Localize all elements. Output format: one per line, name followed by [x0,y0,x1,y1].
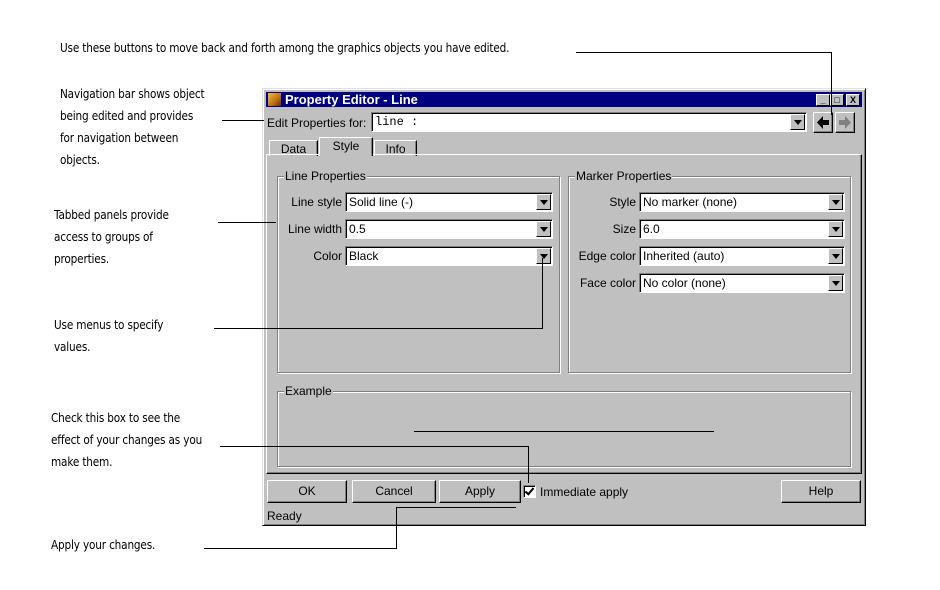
close-button[interactable]: X [846,94,860,106]
immediate-apply-label: Immediate apply [540,485,629,499]
chevron-down-icon[interactable] [536,221,551,237]
object-selector-value: line : [375,115,419,129]
callout-line: Navigation bar shows object [60,86,205,101]
select-value: 0.5 [349,222,366,236]
callout-line: values. [54,339,91,354]
immediate-apply-checkbox[interactable] [523,485,536,498]
chevron-down-icon[interactable] [790,114,805,130]
marker-size-select[interactable] [639,219,845,239]
forward-button[interactable] [835,112,855,133]
callout-menus [54,314,163,358]
select-value: Inherited (auto) [643,249,725,263]
status-text: Ready [267,509,302,523]
line-style-label: Line style [291,195,342,209]
chevron-down-icon[interactable] [828,275,843,291]
callout-line: objects. [60,152,100,167]
leader-line [831,52,832,115]
object-selector[interactable] [371,112,807,132]
face-color-label: Face color [579,276,636,290]
leader-line [528,446,529,483]
line-width-select[interactable] [345,219,553,239]
tab-info[interactable]: Info [374,140,417,156]
group-title: Example [285,384,332,398]
callout-nav-buttons: Use these buttons to move back and forth among the graphics objects you have edited. [60,40,510,55]
cancel-button[interactable]: Cancel [352,480,436,503]
tab-style[interactable]: Style [319,137,373,156]
marker-style-label: Style [609,195,636,209]
help-button[interactable]: Help [781,480,861,503]
line-properties-group [277,169,560,373]
callout-immediate-apply [51,407,202,473]
window-title: Property Editor - Line [285,92,418,107]
minimize-button[interactable]: _ [816,94,830,106]
edit-properties-label: Edit Properties for: [267,116,367,130]
callout-line: Check this box to see the [51,410,181,425]
group-title: Marker Properties [576,169,672,183]
arrow-right-icon [836,113,854,132]
apply-button[interactable]: Apply [439,480,521,503]
select-value: No marker (none) [643,195,738,209]
chevron-down-icon[interactable] [828,221,843,237]
callout-tabbed-panels [54,204,169,270]
marker-size-label: Size [612,222,636,236]
select-value: Black [349,249,379,263]
chevron-down-icon[interactable] [828,194,843,210]
edge-color-label: Edge color [578,249,636,263]
arrow-left-icon [814,113,832,132]
marker-properties-group [568,169,851,373]
example-line-preview [414,431,714,432]
title-bar[interactable] [266,92,862,107]
maximize-button[interactable]: □ [830,94,844,106]
face-color-select[interactable] [639,273,845,293]
callout-line: Tabbed panels provide [54,207,169,222]
leader-line [222,120,264,121]
leader-line [204,548,396,549]
callout-navigation-bar [60,83,204,171]
line-width-label: Line width [287,222,342,236]
chevron-down-icon[interactable] [536,248,551,264]
callout-line: Use menus to specify [54,317,164,332]
ok-button[interactable]: OK [267,480,347,503]
chevron-down-icon[interactable] [828,248,843,264]
callout-line: make them. [51,454,113,469]
matlab-app-icon [268,93,281,106]
leader-line [220,446,528,447]
group-title: Line Properties [285,169,366,183]
line-style-select[interactable] [345,192,553,212]
leader-line [218,222,276,223]
callout-line: for navigation between [60,130,179,145]
callout-line: access to groups of [54,229,153,244]
callout-line: effect of your changes as you [51,432,203,447]
back-button[interactable] [813,112,833,133]
select-value: 6.0 [643,222,660,236]
leader-line [576,52,832,53]
color-label: Color [313,249,342,263]
tab-data[interactable]: Data [269,140,318,156]
style-panel [266,154,862,474]
leader-line [396,507,516,508]
edge-color-select[interactable] [639,246,845,266]
chevron-down-icon[interactable] [536,194,551,210]
leader-line [542,258,543,329]
callout-apply: Apply your changes. [51,537,156,552]
leader-line [214,328,542,329]
callout-line: being edited and provides [60,108,194,123]
select-value: Solid line (-) [349,195,414,209]
marker-style-select[interactable] [639,192,845,212]
callout-line: properties. [54,251,110,266]
property-editor-window [262,88,866,526]
leader-line [396,507,397,549]
select-value: No color (none) [643,276,726,290]
example-group [277,384,851,467]
color-select[interactable] [345,246,553,266]
